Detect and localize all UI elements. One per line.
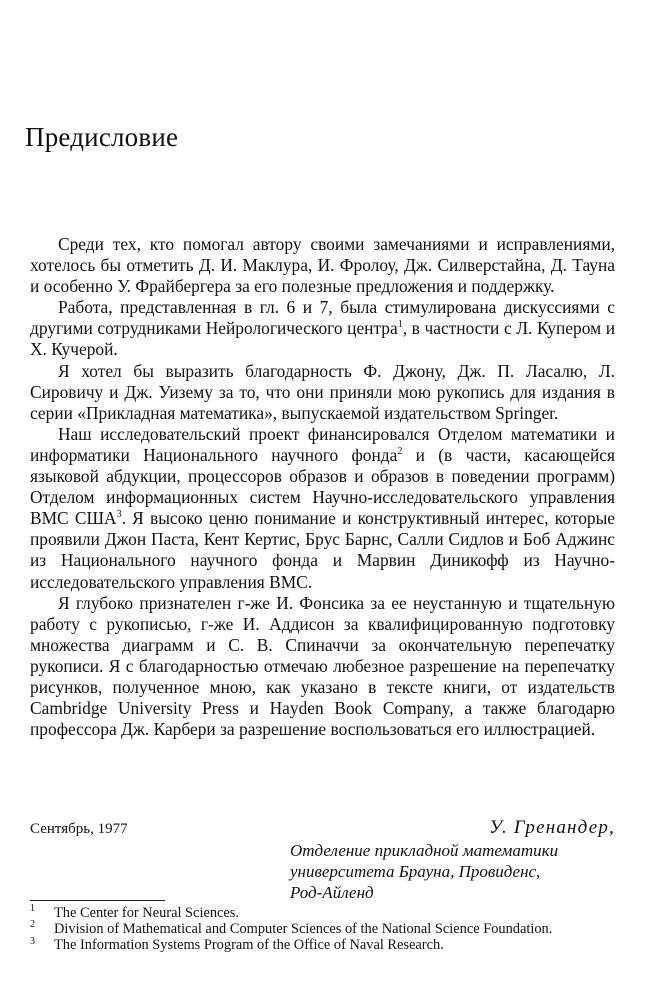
preface-body bbox=[30, 234, 615, 740]
paragraph-4-text-b: и (в части, касающейся языковой абдукции, процессоров образов и образов в поведении программ) Отделом информационных систем Научно-исследовательского управления ВМС США bbox=[30, 444, 615, 529]
footnote-1-text: The Center for Neural Sciences. bbox=[54, 905, 239, 921]
paragraph-3: Я хотел бы выразить благодарность Ф. Джону, Дж. П. Ласалю, Л. Сировичу и Дж. Уизему за то, что они приняли мою рукопись для издания в серии «Прикладная математика», выпускаемой издательством Springer. bbox=[30, 360, 615, 423]
date: Сентябрь, 1977 bbox=[30, 821, 128, 837]
author-signature: У. Гренандер, bbox=[489, 817, 615, 838]
footnote-2: 2 Division of Mathematical and Computer Sciences of the National Science Foundation. bbox=[30, 919, 553, 938]
footnote-ref-3: 3 bbox=[116, 509, 122, 521]
author-affiliation bbox=[290, 840, 617, 903]
footnotes bbox=[30, 905, 617, 954]
paragraph-2 bbox=[30, 297, 615, 360]
footnote-1: 1 The Center for Neural Sciences. bbox=[30, 903, 239, 921]
footnote-3-text: The Information Systems Program of the Office of Naval Research. bbox=[54, 937, 444, 954]
paragraph-5: Я глубоко признателен г-же И. Фонсика за ее неустанную и тщательную работу с рукописью, г-же И. Аддисон за квалифицированную подготовку множества диаграмм и С. В. Спиначчи за окончательную перепечатку рукописи. Я с благодарностью отмечаю любезное разрешение на перепечатку рисунков, полученное мною, как указано в тексте книги, от издательств Cambridge University Press и Hayden Book Company, а также благодарю профессора Дж. Карбери за разрешение воспользоваться его иллюстрацией. bbox=[30, 592, 615, 740]
paragraph-4-text-a: Наш исследовательский проект финансировался Отделом математики и информатики Национального научного фонда bbox=[30, 423, 615, 465]
footnote-2-text: Division of Mathematical and Computer Sciences of the National Science Foundation. bbox=[54, 921, 553, 938]
paragraph-4 bbox=[30, 424, 615, 593]
affiliation-line-2: университета Брауна, Провиденс, bbox=[290, 862, 541, 881]
footnote-3: 3 The Information Systems Program of the Office of Naval Research. bbox=[30, 935, 444, 954]
affiliation-line-1: Отделение прикладной математики bbox=[290, 841, 559, 860]
footnote-ref-1: 1 bbox=[397, 319, 403, 331]
paragraph-1: Среди тех, кто помогал автору своими замечаниями и исправлениями, хотелось бы отметить Д. И. Маклура, И. Фролоу, Дж. Силверстайна, Д. Тауна и особенно У. Фрайбергера за его полезные предложения и поддержку. bbox=[30, 234, 615, 297]
paragraph-4-text-c: . Я высоко ценю понимание и конструктивный интерес, которые проявили Джон Паста, Кент Кертис, Брус Барнс, Салли Сидлов и Боб Аджинс из Национального научного фонда и Марвин Диникофф из Научно-исследовательского управления ВМС. bbox=[30, 508, 615, 592]
paragraph-2-tail: , в частности с Л. Купером и Х. Кучерой. bbox=[30, 318, 616, 360]
footnote-ref-2: 2 bbox=[397, 446, 403, 458]
paragraph-2-text: Работа, представленная в гл. 6 и 7, была стимулирована дискуссиями с другими сотрудниками Нейрологического центра bbox=[30, 297, 615, 339]
footnote-divider bbox=[30, 900, 165, 901]
page-title: Предисловие bbox=[25, 122, 179, 152]
affiliation-line-3: Род-Айленд bbox=[290, 883, 374, 902]
